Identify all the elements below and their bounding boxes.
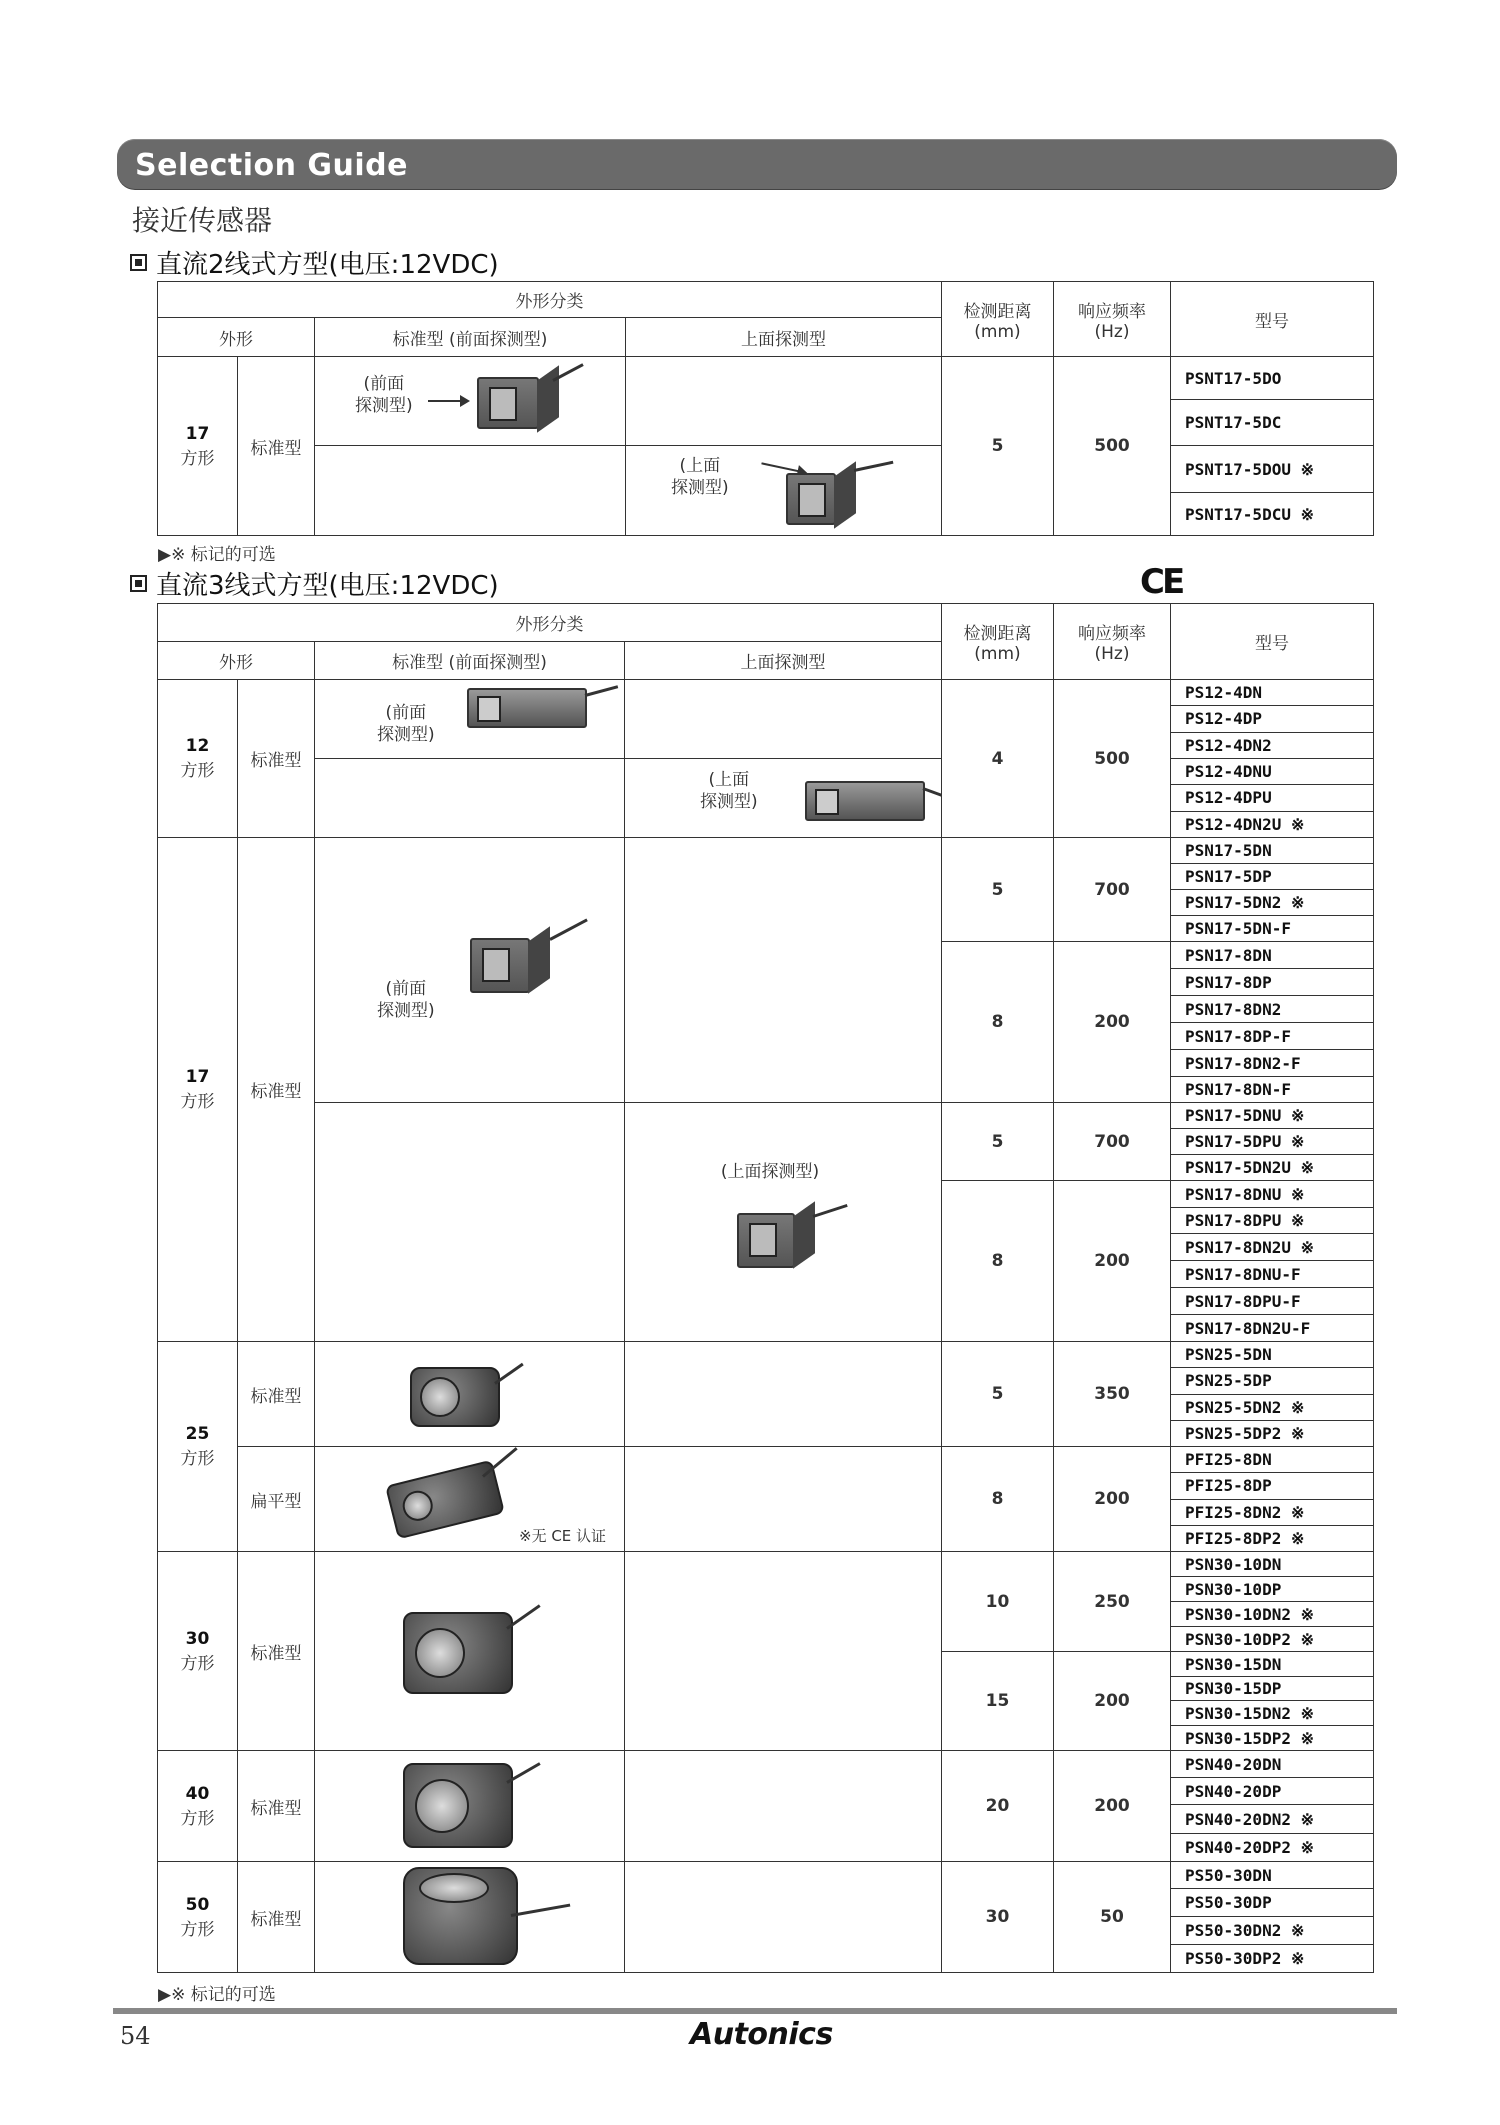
- table-cell: 17 方形: [158, 838, 238, 1342]
- table-cell: 20: [942, 1751, 1054, 1862]
- round-sensor-image: [315, 1552, 625, 1751]
- header-shape: 外形: [158, 318, 315, 357]
- table-cell: 30 方形: [158, 1552, 238, 1751]
- table-cell: [625, 1862, 942, 1973]
- square-bullet-icon: [130, 575, 147, 592]
- model-cell: PSNT17-5DC: [1171, 400, 1374, 446]
- table-cell: 25 方形: [158, 1342, 238, 1552]
- model-cell: PS50-30DP2 ※: [1171, 1945, 1374, 1973]
- sensor-cube-icon: [470, 938, 530, 993]
- table-cell: 12 方形: [158, 680, 238, 838]
- table-cell: 标准型: [238, 1342, 315, 1447]
- table-cell: 标准型: [238, 838, 315, 1342]
- table-cell: [625, 1552, 942, 1751]
- model-cell: PSN30-10DN: [1171, 1552, 1374, 1577]
- model-cell: PSN17-5DN-F: [1171, 916, 1374, 942]
- table-cell: 标准型: [238, 1862, 315, 1973]
- model-cell: PSN17-8DNU-F: [1171, 1261, 1374, 1288]
- model-cell: PSN40-20DN: [1171, 1751, 1374, 1778]
- header-model: 型号: [1171, 282, 1374, 357]
- table-cell: 5: [942, 1103, 1054, 1181]
- model-cell: PSN30-10DP2 ※: [1171, 1627, 1374, 1652]
- table-cell: 15: [942, 1652, 1054, 1751]
- table-cell: 8: [942, 1181, 1054, 1342]
- model-cell: PSN40-20DP: [1171, 1778, 1374, 1805]
- table-cell: 250: [1054, 1552, 1171, 1652]
- model-cell: PFI25-8DP: [1171, 1473, 1374, 1499]
- table-cell: 扁平型: [238, 1447, 315, 1552]
- table-3wire: [157, 603, 1374, 1973]
- footer-divider: [113, 2008, 1397, 2014]
- header-appearance-class: 外形分类: [158, 282, 942, 318]
- table-cell: 500: [1054, 357, 1171, 536]
- page-number: 54: [120, 2022, 151, 2050]
- banner-title: Selection Guide: [135, 148, 408, 183]
- table-cell: 50 方形: [158, 1862, 238, 1973]
- round-sensor-image: [315, 1751, 625, 1862]
- front-sensor-image: (前面 探测型): [315, 357, 626, 446]
- sensor-cube-icon: [786, 473, 836, 525]
- model-cell: PSN30-15DN2 ※: [1171, 1701, 1374, 1726]
- table-cell: 标准型 (前面探测型): [315, 642, 625, 680]
- size-cell: 17 方形: [158, 357, 238, 536]
- model-cell: PSN17-8DN2U ※: [1171, 1234, 1374, 1261]
- table-cell: 5: [942, 1342, 1054, 1447]
- table-cell: 40 方形: [158, 1751, 238, 1862]
- table-cell: 30: [942, 1862, 1054, 1973]
- model-cell: PS12-4DN2U ※: [1171, 811, 1374, 837]
- sensor-box-icon: [805, 781, 925, 821]
- model-cell: PSN17-8DN2: [1171, 996, 1374, 1023]
- model-cell: PS50-30DP: [1171, 1889, 1374, 1917]
- page-subtitle: 接近传感器: [132, 204, 273, 237]
- model-cell: PSN30-15DN: [1171, 1652, 1374, 1677]
- round-sensor-icon: [403, 1763, 513, 1848]
- model-cell: PS50-30DN: [1171, 1862, 1374, 1889]
- section-banner: [117, 139, 1397, 189]
- table-cell: 700: [1054, 1103, 1171, 1181]
- model-cell: PSN17-8DP-F: [1171, 1023, 1374, 1050]
- round-sensor-image: [315, 1342, 625, 1447]
- model-cell: PSN17-5DN2 ※: [1171, 890, 1374, 916]
- table-cell: 350: [1054, 1342, 1171, 1447]
- model-cell: PSN25-5DP: [1171, 1368, 1374, 1394]
- table-cell: 10: [942, 1552, 1054, 1652]
- table-cell: 检测距离 (mm): [942, 604, 1054, 680]
- table-cell: 200: [1054, 942, 1171, 1103]
- header-distance: 检测距离 (mm): [942, 282, 1054, 357]
- table-cell: 8: [942, 1447, 1054, 1552]
- table-cell: 响应频率 (Hz): [1054, 604, 1171, 680]
- table-cell: 外形分类: [158, 604, 942, 642]
- model-cell: PSN17-8DN: [1171, 942, 1374, 969]
- table-cell: 200: [1054, 1447, 1171, 1552]
- flat-sensor-image: ※无 CE 认证: [315, 1447, 625, 1552]
- round-sensor-icon: [410, 1367, 500, 1427]
- model-cell: PSN40-20DN2 ※: [1171, 1805, 1374, 1833]
- table-cell: 500: [1054, 680, 1171, 838]
- header-standard: 标准型 (前面探测型): [315, 318, 626, 357]
- sensor-cube-icon: [737, 1213, 795, 1268]
- table-cell: 5: [942, 838, 1054, 942]
- large-sensor-image: [315, 1862, 625, 1973]
- table-cell: [625, 1447, 942, 1552]
- table-cell: 5: [942, 357, 1054, 536]
- model-cell: PSN17-8DPU-F: [1171, 1288, 1374, 1315]
- sensor-box-icon: [467, 688, 587, 728]
- model-cell: PSN17-8DP: [1171, 969, 1374, 996]
- ce-mark-icon: CE: [1140, 562, 1183, 602]
- model-cell: PSN25-5DN: [1171, 1342, 1374, 1368]
- table-cell: 700: [1054, 838, 1171, 942]
- table-cell: 标准型: [238, 1552, 315, 1751]
- model-cell: PSN40-20DP2 ※: [1171, 1833, 1374, 1861]
- model-cell: PSNT17-5DOU ※: [1171, 446, 1374, 493]
- table-cell: 型号: [1171, 604, 1374, 680]
- table-cell: 50: [1054, 1862, 1171, 1973]
- model-cell: PS12-4DP: [1171, 706, 1374, 732]
- model-cell: PSN30-10DP: [1171, 1577, 1374, 1602]
- table-cell: 上面探测型: [625, 642, 942, 680]
- header-frequency: 响应频率 (Hz): [1054, 282, 1171, 357]
- model-cell: PSN17-8DPU ※: [1171, 1208, 1374, 1234]
- model-cell: PS12-4DPU: [1171, 785, 1374, 811]
- table-cell: [625, 680, 942, 759]
- model-cell: PS12-4DNU: [1171, 759, 1374, 785]
- optional-note: ▶※ 标记的可选: [158, 1985, 276, 2005]
- large-sensor-icon: [403, 1867, 518, 1965]
- model-cell: PSN17-8DN2-F: [1171, 1050, 1374, 1077]
- front-sensor-image: (前面 探测型): [315, 838, 625, 1103]
- arrow-icon: [428, 400, 468, 402]
- brand-logo: Autonics: [690, 2017, 833, 2052]
- table-cell: 8: [942, 942, 1054, 1103]
- model-cell: PFI25-8DN2 ※: [1171, 1499, 1374, 1525]
- table-cell: 200: [1054, 1181, 1171, 1342]
- table-cell: [315, 759, 625, 838]
- square-bullet-icon: [130, 254, 147, 271]
- model-cell: PSN25-5DN2 ※: [1171, 1394, 1374, 1420]
- model-cell: PSN30-15DP: [1171, 1677, 1374, 1701]
- model-cell: PSN17-8DN2U-F: [1171, 1315, 1374, 1342]
- model-cell: PSNT17-5DO: [1171, 357, 1374, 400]
- top-sensor-image: (上面探测型): [625, 1103, 942, 1342]
- model-cell: PSN30-10DN2 ※: [1171, 1602, 1374, 1627]
- model-cell: PFI25-8DN: [1171, 1447, 1374, 1473]
- header-top: 上面探测型: [626, 318, 942, 357]
- table-cell: 外形: [158, 642, 315, 680]
- table-cell: 标准型: [238, 680, 315, 838]
- arrow-icon: [761, 462, 805, 473]
- model-cell: PS50-30DN2 ※: [1171, 1917, 1374, 1945]
- table-cell: [625, 838, 942, 1103]
- table-cell: 4: [942, 680, 1054, 838]
- model-cell: PSNT17-5DCU ※: [1171, 493, 1374, 536]
- model-cell: PS12-4DN2: [1171, 732, 1374, 758]
- round-sensor-icon: [403, 1612, 513, 1694]
- model-cell: PFI25-8DP2 ※: [1171, 1525, 1374, 1551]
- table-cell: [315, 446, 626, 536]
- top-sensor-image: (上面 探测型): [625, 759, 942, 838]
- model-cell: PSN17-8DN-F: [1171, 1077, 1374, 1103]
- table-cell: 标准型: [238, 1751, 315, 1862]
- optional-note: ▶※ 标记的可选: [158, 545, 276, 565]
- model-cell: PSN25-5DP2 ※: [1171, 1420, 1374, 1446]
- model-cell: PS12-4DN: [1171, 680, 1374, 706]
- sensor-cube-icon: [477, 377, 539, 429]
- table-cell: [315, 1103, 625, 1342]
- section-heading-2wire: 直流2线式方型(电压:12VDC): [130, 244, 499, 281]
- table-cell: [626, 357, 942, 446]
- table-cell: 200: [1054, 1751, 1171, 1862]
- model-cell: PSN17-5DP: [1171, 864, 1374, 890]
- model-cell: PSN17-5DNU ※: [1171, 1103, 1374, 1129]
- front-sensor-image: (前面 探测型): [315, 680, 625, 759]
- model-cell: PSN17-5DPU ※: [1171, 1129, 1374, 1155]
- table-cell: 200: [1054, 1652, 1171, 1751]
- table-cell: [625, 1342, 942, 1447]
- top-sensor-image: (上面 探测型): [626, 446, 942, 536]
- model-cell: PSN17-5DN: [1171, 838, 1374, 864]
- model-cell: PSN17-5DN2U ※: [1171, 1155, 1374, 1181]
- model-cell: PSN17-8DNU ※: [1171, 1181, 1374, 1208]
- type-cell: 标准型: [238, 357, 315, 536]
- table-2wire: [157, 281, 1374, 536]
- table-cell: [625, 1751, 942, 1862]
- section-heading-3wire: 直流3线式方型(电压:12VDC): [130, 565, 499, 602]
- model-cell: PSN30-15DP2 ※: [1171, 1726, 1374, 1751]
